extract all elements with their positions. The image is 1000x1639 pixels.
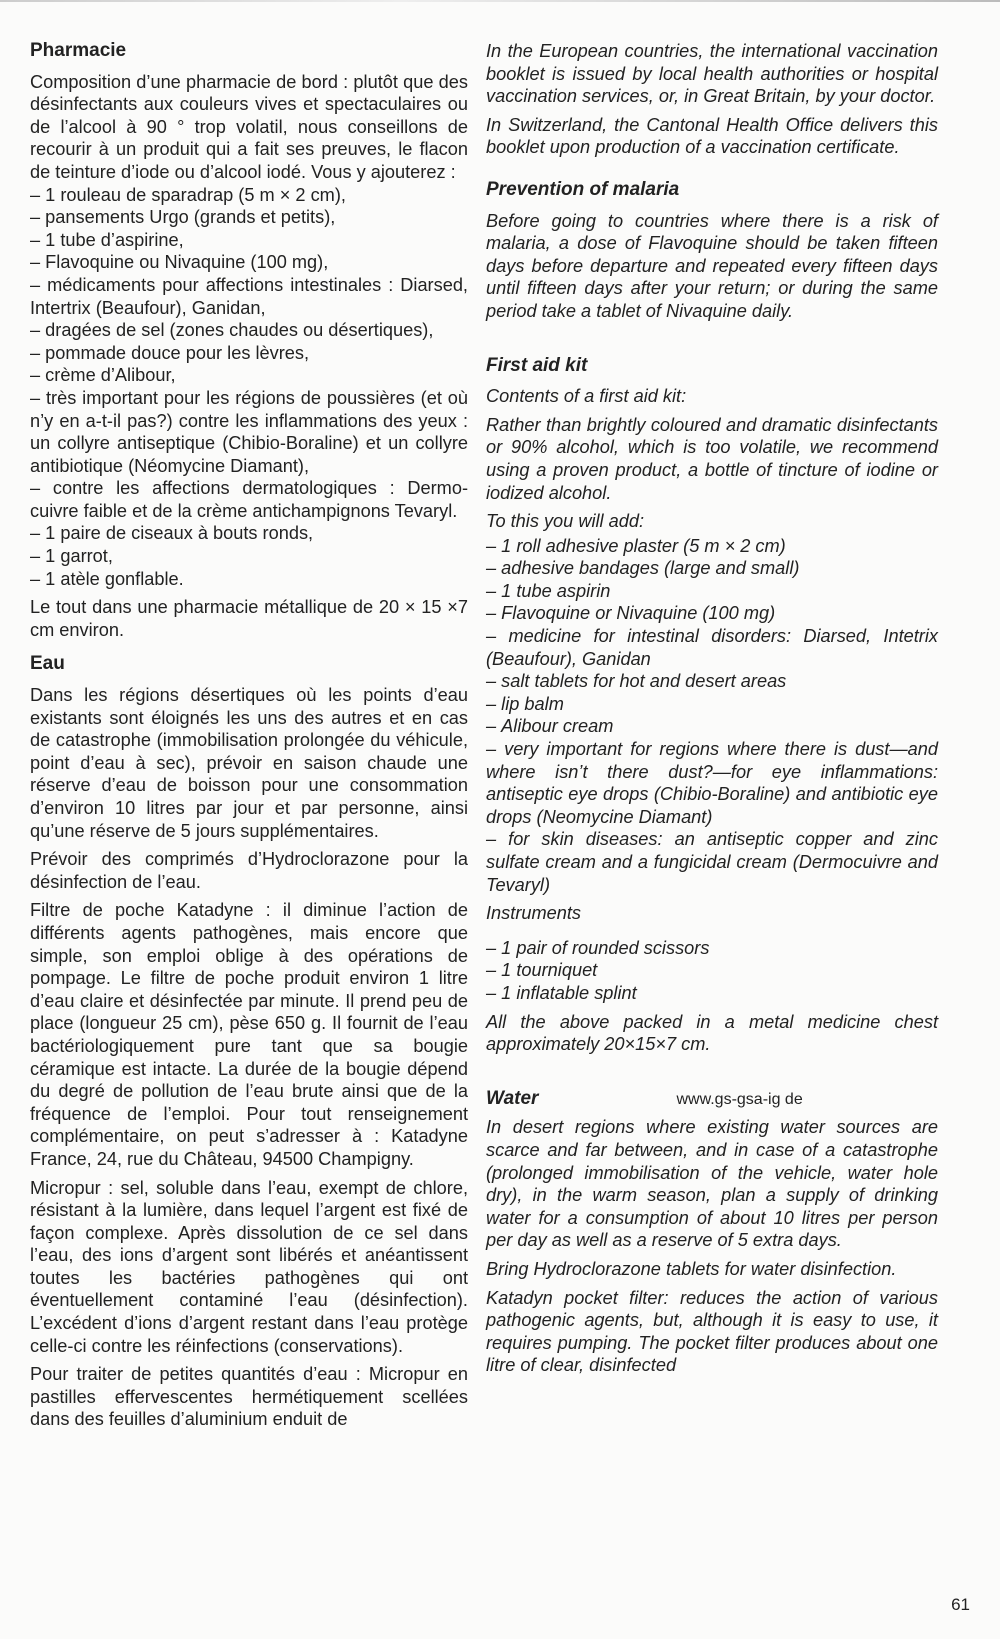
list-item: – pansements Urgo (grands et petits), [30, 206, 468, 229]
list-item: – 1 roll adhesive plaster (5 m × 2 cm) [486, 535, 938, 558]
list-item: – Alibour cream [486, 715, 938, 738]
list-item: – for skin diseases: an antiseptic copper and zinc sulfate cream and a fungicidal cream (Dermocuivre and Tevaryl) [486, 828, 938, 896]
list-item: – crème d’Alibour, [30, 364, 468, 387]
first-aid-list [486, 535, 938, 897]
list-item: – 1 atèle gonflable. [30, 568, 468, 591]
eau-paragraph-1: Dans les régions désertiques où les points d’eau existants sont éloignés les uns des autres et en cas de catastrophe (immobilisation prolongée du véhicule, point d’eau à sec), prévoir en saison chaude une réserve d’eau de boisson pour une consommation d’environ 10 litres par jour et par personne, ainsi qu’une réserve de 5 jours supplémentaires. [30, 685, 468, 841]
pharmacie-intro: Composition d’une pharmacie de bord : plutôt que des désinfectants aux couleurs vives et spectaculaires ou de l’alcool à 90 ° trop volatil, nous conseillons de recourir à un produit qui a fait ses preuves, le flacon de teinture d’iode ou d’alcool iodé. Vous y ajouterez : [30, 71, 468, 182]
water-paragraph-1: In desert regions where existing water sources are scarce and far between, and in case of a catastrophe (prolonged immobilisation of the vehicle, water hole dry), in the warm season, plan a supply of drinking water for a consumption of about 10 litres per person per day as well as a reserve of 5 extra days. [486, 1117, 938, 1251]
page-number: 61 [951, 1595, 970, 1614]
first-aid-contents: Contents of a first aid kit: [486, 386, 687, 407]
list-item: – pommade douce pour les lèvres, [30, 342, 468, 365]
eau-paragraph-2: Prévoir des comprimés d’Hydroclorazone pour la désinfection de l’eau. [30, 849, 468, 892]
heading-water: Water [486, 1087, 539, 1109]
water-paragraph-3: Katadyn pocket filter: reduces the action of various pathogenic agents, but, although it is easy to use, it requires pumping. The pocket filter produces about one litre of clear, disinfected [486, 1287, 938, 1376]
instruments-list [486, 937, 938, 1005]
heading-prevention-of-malaria: Prevention of malaria [486, 178, 680, 200]
list-item: – Flavoquine or Nivaquine (100 mg) [486, 602, 938, 625]
list-item: – Flavoquine ou Nivaquine (100 mg), [30, 251, 468, 274]
instruments-label: Instruments [486, 903, 582, 924]
heading-first-aid-kit: First aid kit [486, 354, 588, 376]
list-item: – 1 rouleau de sparadrap (5 m × 2 cm), [30, 184, 468, 207]
list-item: – 1 paire de ciseaux à bouts ronds, [30, 522, 468, 545]
list-item: – 1 tube aspirin [486, 580, 938, 603]
list-item: – 1 inflatable splint [486, 982, 938, 1005]
malaria-paragraph: Before going to countries where there is a risk of malaria, a dose of Flavoquine should be taken fifteen days before departure and repeated every fifteen days until fifteen days after your return; or during the same period take a tablet of Nivaquine daily. [486, 210, 938, 321]
water-heading-row [486, 1088, 938, 1117]
list-item: – contre les affections dermatologiques : Dermo-cuivre faible et de la crème antichampignons Tevaryl. [30, 477, 468, 522]
eau-paragraph-3: Filtre de poche Katadyne : il diminue l’action de différents agents pathogènes, mais encore que simple, son emploi oblige à des opérations de pompage. Le filtre de poche produit environ 1 litre d’eau claire et désinfectée par minute. Il prend peu de place (longueur 25 cm), pèse 650 g. Il fournit de l’eau bactériologiquement pure tant que sa bougie céramique est intacte. La durée de la bougie dépend du degré de pollution de l’eau brute ainsi que de la fréquence de l’emploi. Pour tout renseignement complémentaire, on peut s’adresser à : Katadyne France, 24, rue du Château, 94500 Champigny. [30, 900, 468, 1169]
list-item: – médicaments pour affections intestinales : Diarsed, Intertrix (Beaufour), Ganidan, [30, 274, 468, 319]
list-item: – lip balm [486, 693, 938, 716]
eau-paragraph-4: Micropur : sel, soluble dans l’eau, exempt de chlore, résistant à la lumière, dans lequel l’argent est fixé de façon complexe. Après dissolution de ce sel dans l’eau, des ions d’argent sont libérés et anéantissent toutes les bactéries pathogènes qui ont éventuellement contaminé l’eau (désinfection). L’excédent d’ions d’argent restant dans l’eau protège celle-ci contre les réinfections (conservations). [30, 1177, 468, 1356]
list-item: – medicine for intestinal disorders: Diarsed, Intetrix (Beaufour), Ganidan [486, 625, 938, 670]
eau-paragraph-5: Pour traiter de petites quantités d’eau : Micropur en pastilles effervescentes hermétiquement scellées dans des feuilles d’aluminium enduit de [30, 1364, 468, 1430]
vaccination-paragraph-1: In the European countries, the international vaccination booklet is issued by local health authorities or hospital vaccination services, or, in Great Britain, by your doctor. [486, 41, 938, 107]
list-item: – 1 pair of rounded scissors [486, 937, 938, 960]
vaccination-paragraph-2: In Switzerland, the Cantonal Health Office delivers this booklet upon production of a vaccination certificate. [486, 114, 938, 158]
first-aid-paragraph: Rather than brightly coloured and dramatic disinfectants or 90% alcohol, which is too volatile, we recommend using a proven product, a bottle of tincture of iodine or iodized alcohol. [486, 414, 938, 503]
top-edge-line [0, 0, 1000, 2]
left-column-french [30, 40, 468, 1437]
list-item: – 1 tube d’aspirine, [30, 229, 468, 252]
heading-eau: Eau [30, 653, 65, 675]
pharmacie-closing: Le tout dans une pharmacie métallique de 20 × 15 ×7 cm environ. [30, 597, 468, 640]
heading-pharmacie: Pharmacie [30, 40, 127, 61]
right-column-english [486, 40, 938, 1383]
website-url: www.gs-gsa-ig de [676, 1090, 803, 1108]
list-item: – très important pour les régions de poussières (et où n’y en a-t-il pas?) contre les inflammations des yeux : un collyre antiseptique (Chibio-Boraline) et un collyre antibiotique (Néomycine Diamant), [30, 387, 468, 477]
first-aid-closing: All the above packed in a metal medicine chest approximately 20×15×7 cm. [486, 1011, 938, 1055]
list-item: – 1 tourniquet [486, 959, 938, 982]
list-item: – 1 garrot, [30, 545, 468, 568]
list-item: – dragées de sel (zones chaudes ou désertiques), [30, 319, 468, 342]
water-paragraph-2: Bring Hydroclorazone tablets for water disinfection. [486, 1258, 897, 1279]
pharmacie-list [30, 184, 468, 591]
list-item: – salt tablets for hot and desert areas [486, 670, 938, 693]
list-item: – adhesive bandages (large and small) [486, 557, 938, 580]
list-item: – very important for regions where there is dust—and where isn’t there dust?—for eye inflammations: antiseptic eye drops (Chibio-Boraline) and antibiotic eye drops (Neomycine Diamant) [486, 738, 938, 828]
first-aid-add: To this you will add: [486, 511, 645, 532]
